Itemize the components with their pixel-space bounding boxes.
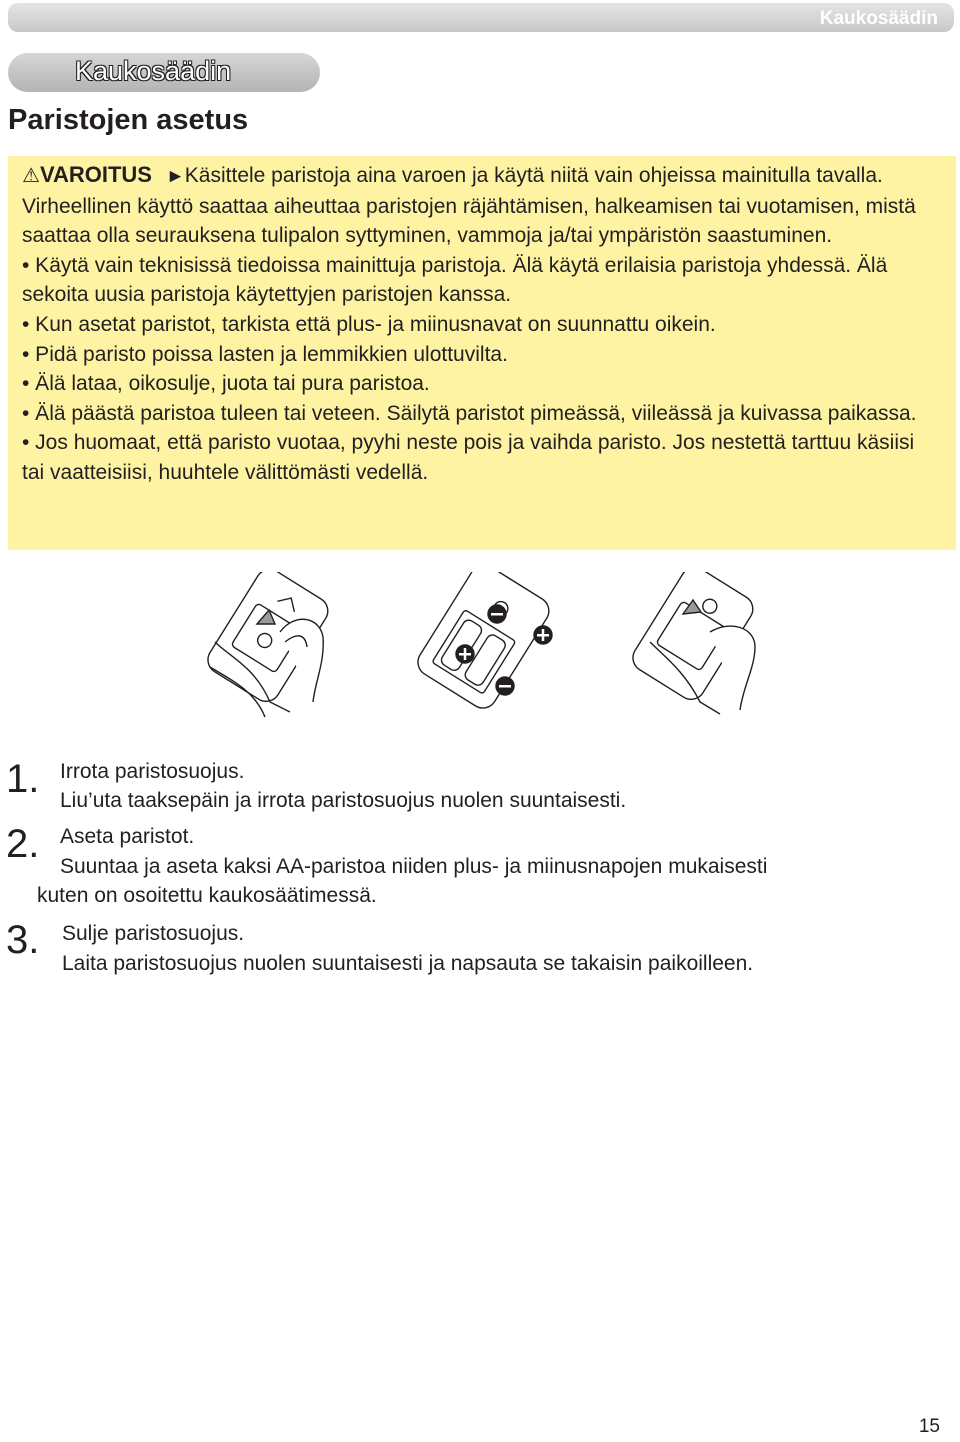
step-title: Irrota paristosuojus. (60, 760, 245, 783)
page-title: Paristojen asetus (8, 104, 249, 136)
step-text: Laita paristosuojus nuolen suuntaisesti ja napsauta se takaisin paikoilleen. (62, 952, 754, 975)
step-title: Aseta paristot. (60, 825, 195, 848)
step-number: 3. (6, 918, 40, 962)
warning-box (8, 156, 956, 550)
battery-illustrations (195, 572, 815, 722)
warning-bullet: • Älä päästä paristoa tuleen tai veteen. Säilytä paristot pimeässä, viileässä ja kuivassa paikassa. (22, 401, 917, 425)
step-text-continued: kuten on osoitettu kaukosäätimessä. (37, 884, 377, 907)
warning-bullet: • Kun asetat paristot, tarkista että plus- ja miinusnavat on suunnattu oikein. (22, 312, 716, 336)
remote-cover-closing-illustration (628, 572, 758, 714)
step-number: 2. (6, 822, 40, 866)
remote-cover-removal-illustration (203, 572, 333, 717)
warning-triangle-icon: ⚠ (22, 165, 40, 187)
warning-bullet: • Jos huomaat, että paristo vuotaa, pyyhi neste pois ja vaihda paristo. Jos nestettä tarttuu käsiisi tai vaatteisiisi, huuhtele välittömästi vedellä. (22, 431, 915, 484)
battery-insertion-illustration (413, 572, 554, 713)
section-tab-label: Kaukosäädin (75, 56, 232, 86)
header-label: Kaukosäädin (819, 8, 938, 29)
step-text: Suuntaa ja aseta kaksi AA-paristoa niiden plus- ja miinusnapojen mukaisesti (60, 855, 768, 878)
header-bar (8, 3, 954, 32)
warning-bullet: • Pidä paristo poissa lasten ja lemmikkien ulottuvilta. (22, 342, 508, 366)
warning-heading: VAROITUS (39, 162, 152, 187)
warning-intro-text: Käsittele paristoja aina varoen ja käytä niitä vain ohjeissa mainitulla tavalla. Virheellinen käyttö saattaa aiheuttaa paristojen räjähtämisen, halkeamisen tai vuotamisen, mistä saattaa olla seurauksena tulipalon syttyminen, vammoja ja/tai ympäristön saastuminen. (22, 164, 916, 248)
page-number: 15 (918, 1416, 940, 1437)
warning-bullet: • Käytä vain teknisissä tiedoissa mainittuja paristoja. Älä käytä erilaisia paristoja yhdessä. Älä sekoita uusia paristoja käytettyjen paristojen kanssa. (22, 253, 888, 307)
step-title: Sulje paristosuojus. (62, 922, 245, 945)
warning-arrow-icon: ► (165, 166, 185, 187)
warning-intro (22, 160, 942, 251)
step-text: Liu’uta taaksepäin ja irrota paristosuojus nuolen suuntaisesti. (60, 789, 627, 812)
warning-bullet: • Älä lataa, oikosulje, juota tai pura paristoa. (22, 372, 430, 396)
step-number: 1. (6, 757, 40, 801)
section-tab (8, 53, 320, 92)
